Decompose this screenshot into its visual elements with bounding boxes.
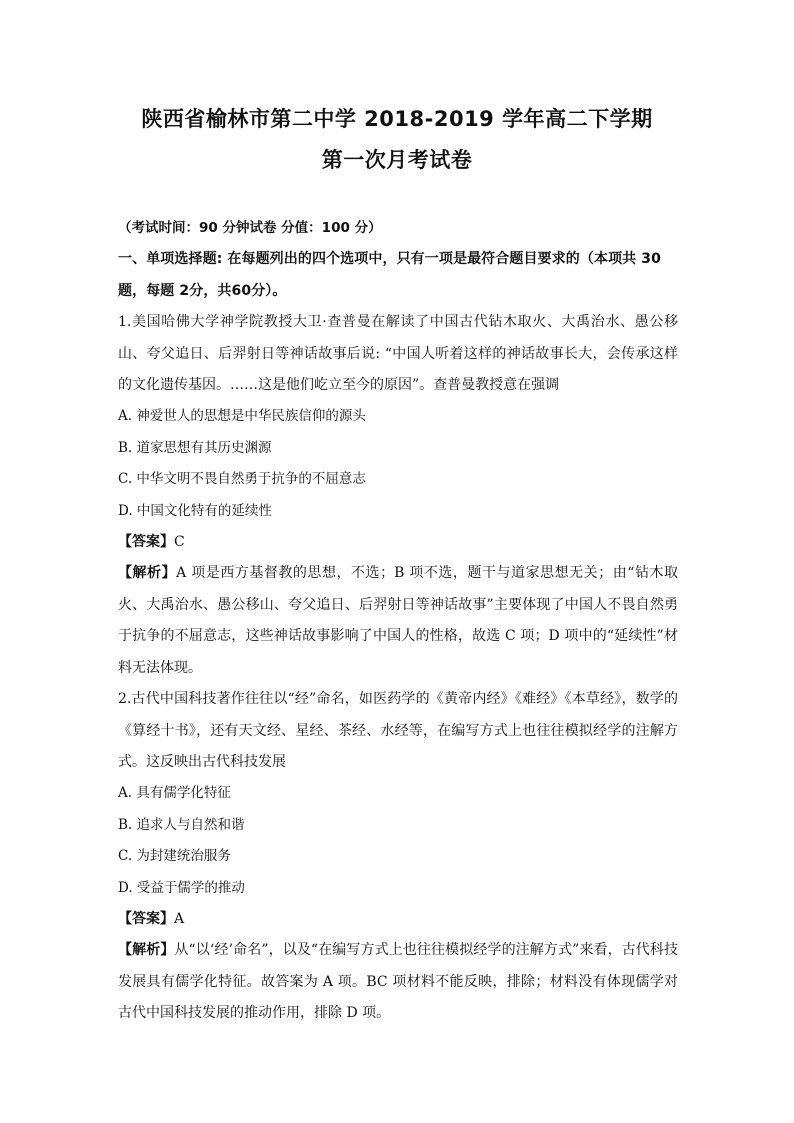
answer-label: 【答案】: [118, 910, 174, 927]
exam-info: （考试时间：90 分钟试卷 分值：100 分）: [118, 220, 382, 236]
analysis-line: [118, 935, 678, 1029]
document-body: [118, 213, 678, 1030]
option-a: A. 神爱世人的思想是中华民族信仰的源头: [118, 408, 366, 425]
answer-value: A: [174, 910, 185, 927]
document-title-line1: 陕西省榆林市第二中学 2018-2019 学年高二下学期: [141, 107, 653, 131]
option-a: A. 具有儒学化特征: [118, 785, 231, 802]
option-b: B. 追求人与自然和谐: [118, 816, 245, 833]
option-d: D. 受益于儒学的推动: [118, 879, 245, 896]
analysis-text: 从“以‘经’命名”，以及“在编写方式上也往往模拟经学的注解方式”来看，古代科技发展具有儒学化特征。故答案为 A 项。BC 项材料不能反映，排除；材料没有体现儒学对古代中国科技发展的推动作用，排除 D 项。: [118, 942, 679, 1022]
section-heading: 一、单项选择题: 在每题列出的四个选项中，只有一项是最符合题目要求的（本项共 30 题，每题 2分，共60分）。: [118, 251, 661, 299]
answer-value: C: [174, 534, 185, 551]
analysis-line: [118, 558, 678, 684]
question-stem: 2.古代中国科技著作往往以“经”命名，如医药学的《黄帝内经》《难经》《本草经》，数学的《算经十书》，还有天文经、星经、茶经、水经等，在编写方式上也往往模拟经学的注解方式。这反映出古代科技发展: [118, 691, 678, 770]
answer-label: 【答案】: [118, 534, 174, 551]
option-c: C. 为封建统治服务: [118, 848, 231, 865]
question-stem: 1.美国哈佛大学神学院教授大卫·查普曼在解读了中国古代钻木取火、大禹治水、愚公移山、夸父追日、后羿射日等神话故事后说: “中国人听着这样的神话故事长大，会传承这样的文化遗传基因。……这是他们屹立至今的原因”。查普曼教授意在强调: [118, 314, 678, 394]
analysis-text: A 项是西方基督教的思想，不选；B 项不选，题干与道家思想无关；由“钻木取火、大禹治水、愚公移山、夸父追日、后羿射日等神话故事”主要体现了中国人不畏自然勇于抗争的不屈意志，这些神话故事影响了中国人的性格，故选 C 项；D 项中的“延续性”材料无法体现。: [118, 565, 678, 676]
analysis-label: 【解析】: [118, 942, 175, 959]
option-b: B. 道家思想有其历史渊源: [118, 439, 272, 456]
option-c: C. 中华文明不畏自然勇于抗争的不屈意志: [118, 471, 366, 488]
analysis-label: 【解析】: [118, 565, 177, 582]
answer-line: [118, 904, 678, 935]
answer-line: [118, 527, 678, 558]
question-2: [118, 684, 678, 1029]
question-1: [118, 307, 678, 684]
option-d: D. 中国文化特有的延续性: [118, 502, 272, 519]
document-title-line2: 第一次月考试卷: [321, 148, 473, 172]
